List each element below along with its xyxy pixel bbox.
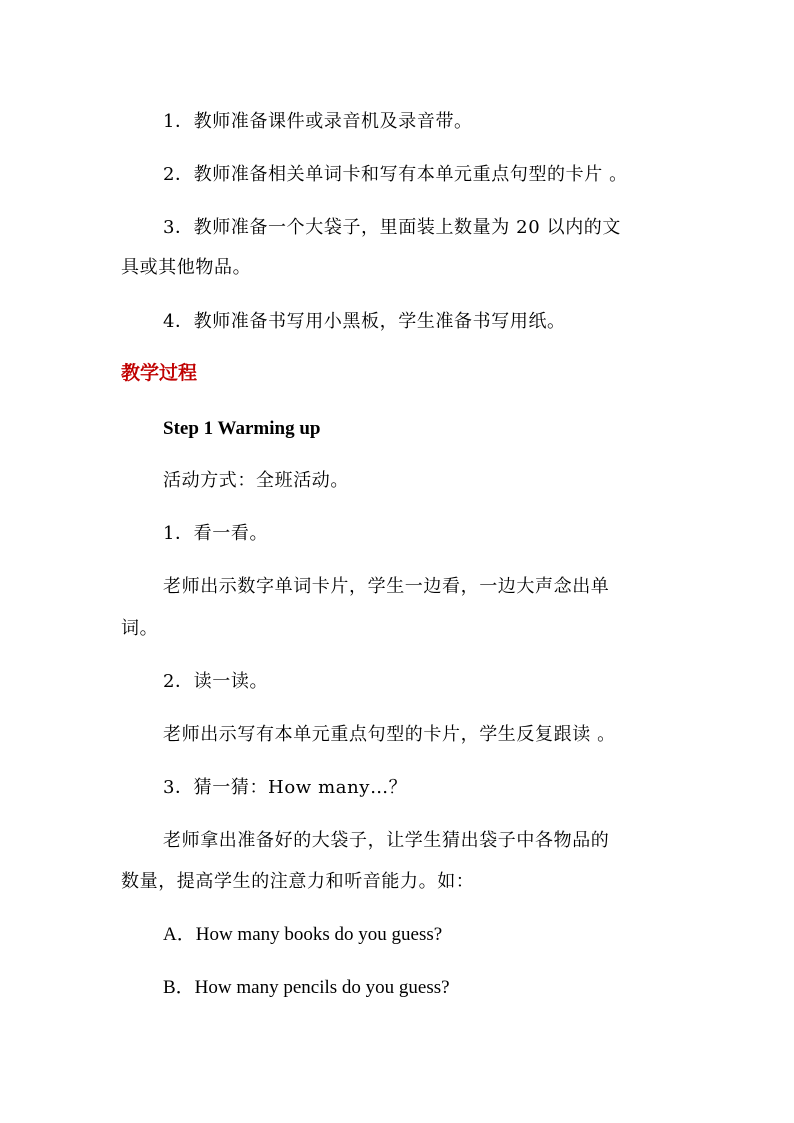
- example-question-b: B．How many pencils do you guess?: [163, 977, 450, 998]
- prep-item-4: 4．教师准备书写用小黑板，学生准备书写用纸。: [163, 311, 566, 332]
- activity-guess-title: 3．猜一猜：How many…？: [163, 777, 408, 798]
- activity-read-title: 2．读一读。: [163, 671, 269, 692]
- activity-read-desc: 老师出示写有本单元重点句型的卡片，学生反复跟读 。: [163, 724, 616, 745]
- activity-mode: 活动方式：全班活动。: [163, 470, 349, 491]
- section-heading-teaching-process: 教学过程: [121, 362, 198, 384]
- prep-item-3-line-2: 具或其他物品。: [121, 257, 252, 278]
- step-1-title: Step 1 Warming up: [163, 418, 321, 439]
- example-question-a: A．How many books do you guess?: [163, 924, 443, 945]
- activity-guess-desc-line-2: 数量，提高学生的注意力和听音能力。如：: [121, 871, 475, 892]
- activity-guess-desc-line-1: 老师拿出准备好的大袋子，让学生猜出袋子中各物品的: [163, 830, 610, 851]
- prep-item-2: 2．教师准备相关单词卡和写有本单元重点句型的卡片 。: [163, 164, 628, 185]
- prep-item-1: 1．教师准备课件或录音机及录音带。: [163, 111, 473, 132]
- activity-look-desc-line-2: 词。: [121, 618, 159, 639]
- activity-look-desc-line-1: 老师出示数字单词卡片，学生一边看，一边大声念出单: [163, 576, 610, 597]
- prep-item-3-line-1: 3．教师准备一个大袋子，里面装上数量为 20 以内的文: [163, 217, 621, 238]
- activity-look-title: 1．看一看。: [163, 523, 269, 544]
